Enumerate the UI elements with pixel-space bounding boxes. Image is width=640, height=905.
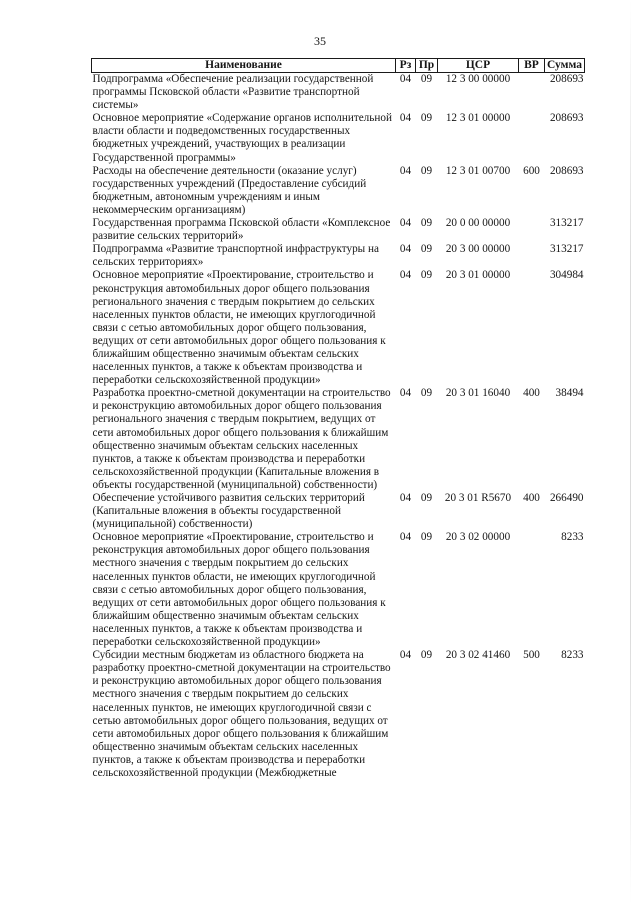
row-vr	[519, 269, 545, 387]
table-row	[92, 165, 585, 217]
page-number: 35	[314, 34, 326, 48]
row-vr	[519, 217, 545, 243]
header-sum: Сумма	[545, 59, 585, 73]
row-name: Подпрограмма «Обеспечение реализации государственной программы Псковской области «Развитие транспортной системы»	[92, 73, 374, 112]
row-csr: 12 3 01 00700	[445, 164, 511, 177]
row-rz: 04	[399, 492, 412, 504]
row-sum: 304984	[549, 269, 584, 282]
row-pr: 09	[420, 531, 433, 544]
row-sum: 8233	[561, 649, 584, 662]
row-rz: 04	[399, 112, 412, 125]
row-csr: 20 3 01 R5670	[444, 492, 512, 504]
row-sum: 208693	[549, 112, 584, 125]
row-pr: 09	[420, 217, 433, 230]
row-vr: 400	[523, 492, 540, 504]
row-vr	[519, 112, 545, 164]
row-pr: 09	[420, 492, 433, 504]
row-csr: 20 0 00 00000	[445, 217, 511, 230]
row-csr: 20 3 02 41460	[445, 649, 511, 662]
row-vr	[519, 243, 545, 269]
row-vr	[519, 73, 545, 113]
table-row	[92, 492, 585, 531]
header-csr: ЦСР	[438, 59, 519, 73]
row-vr	[519, 531, 545, 649]
row-rz: 04	[399, 531, 412, 544]
row-pr: 09	[420, 73, 433, 85]
row-csr: 20 3 01 16040	[445, 387, 511, 400]
row-rz: 04	[399, 73, 412, 85]
row-csr: 20 3 02 00000	[445, 531, 511, 544]
row-name: Основное мероприятие «Проектирование, строительство и реконструкция автомобильных дорог общего пользования регионального значения с твердым покрытием до сельских населенных пунктов области, не имеющих круглогодичной связи с сетью автомобильных дорог общего пользования, ведущих от сети автомобильных дорог общего пользования к ближайшим общественно значимым объектам сельских населенных пунктов, а также к объектам производства и переработки сельскохозяйственной продукции»	[92, 269, 386, 387]
table-body	[92, 73, 585, 781]
row-rz: 04	[399, 164, 412, 177]
scan-edge	[630, 0, 631, 905]
row-rz: 04	[399, 217, 412, 230]
row-sum: 266490	[549, 492, 584, 504]
row-csr: 20 3 00 00000	[445, 243, 511, 256]
table-row	[92, 217, 585, 243]
row-pr: 09	[420, 243, 433, 256]
row-sum: 208693	[549, 73, 584, 85]
row-rz: 04	[399, 269, 412, 282]
row-vr: 400	[523, 387, 540, 400]
row-csr: 12 3 01 00000	[445, 112, 511, 125]
row-sum: 38494	[555, 387, 584, 400]
row-sum: 208693	[549, 164, 584, 177]
table-row	[92, 269, 585, 387]
row-vr: 600	[523, 164, 540, 177]
table-row	[92, 649, 585, 780]
table-row	[92, 73, 585, 113]
row-name: Обеспечение устойчивого развития сельских территорий (Капитальные вложения в объекты государственной (муниципальной) собственности)	[92, 492, 365, 531]
row-name: Расходы на обеспечение деятельности (оказание услуг) государственных учреждений (Предоставление субсидий бюджетным, автономным учреждениям и иным некоммерческим организациям)	[92, 164, 367, 216]
row-name: Подпрограмма «Развитие транспортной инфраструктуры на сельских территориях»	[92, 243, 379, 269]
row-csr: 12 3 00 00000	[445, 73, 511, 85]
row-sum: 8233	[561, 531, 584, 544]
row-pr: 09	[420, 387, 433, 400]
header-rz: Рз	[396, 59, 416, 73]
budget-table	[91, 58, 585, 780]
row-name: Основное мероприятие «Проектирование, строительство и реконструкция автомобильных дорог общего пользования местного значения с твердым покрытием до сельских населенных пунктов области, не имеющих круглогодичной связи с сетью автомобильных дорог общего пользования, ведущих от сети автомобильных дорог общего пользования к ближайшим общественно значимым объектам сельских населенных пунктов, а также к объектам производства и переработки сельскохозяйственной продукции»	[92, 531, 386, 649]
row-name: Государственная программа Псковской области «Комплексное развитие сельских территорий»	[92, 217, 391, 243]
table-header	[92, 59, 585, 73]
row-pr: 09	[420, 649, 433, 662]
row-name: Основное мероприятие «Содержание органов исполнительной власти области и подведомственных государственных бюджетных учреждений, участвующих в реализации Государственной программы»	[92, 112, 392, 164]
row-sum: 313217	[549, 243, 584, 256]
table-row	[92, 243, 585, 269]
header-pr: Пр	[416, 59, 438, 73]
row-name: Субсидии местным бюджетам из областного бюджета на разработку проектно-сметной документации на строительство и реконструкцию автомобильных дорог общего пользования местного значения с твердым покрытием до сельских населенных пунктов, не имеющих круглогодичной связи с сетью автомобильных дорог общего пользования, ведущих от сети автомобильных дорог общего пользования к ближайшим общественно значимым объектам сельских населенных пунктов, а также к объектам производства и переработки сельскохозяйственной продукции (Межбюджетные	[92, 649, 391, 779]
row-pr: 09	[420, 112, 433, 125]
table-row	[92, 387, 585, 492]
row-pr: 09	[420, 164, 433, 177]
row-name: Разработка проектно-сметной документации на строительство и реконструкцию автомобильных дорог общего пользования регионального значения с твердым покрытием, ведущих от сети автомобильных дорог общего пользования к ближайшим общественно значимым объектам сельских населенных пунктов, а также к объектам производства и переработки сельскохозяйственной продукции (Капитальные вложения в объекты государственной (муниципальной) собственности)	[92, 387, 391, 491]
header-vr: ВР	[519, 59, 545, 73]
table-row	[92, 112, 585, 164]
row-rz: 04	[399, 243, 412, 256]
header-name: Наименование	[92, 59, 396, 73]
row-sum: 313217	[549, 217, 584, 230]
row-rz: 04	[399, 387, 412, 400]
row-pr: 09	[420, 269, 433, 282]
row-rz: 04	[399, 649, 412, 662]
table-row	[92, 531, 585, 649]
row-vr: 500	[523, 649, 540, 662]
row-csr: 20 3 01 00000	[445, 269, 511, 282]
